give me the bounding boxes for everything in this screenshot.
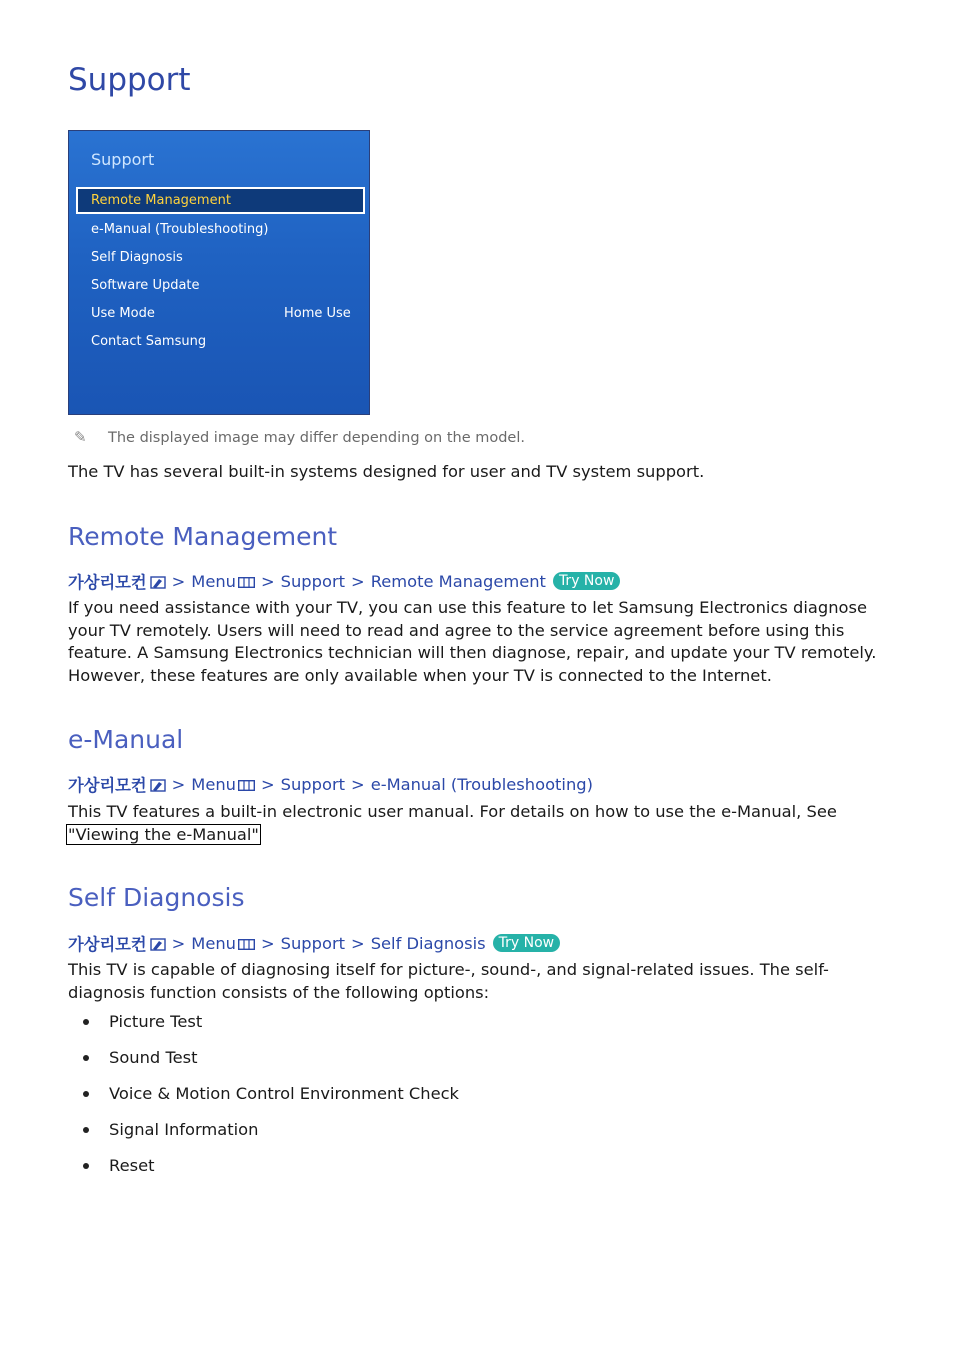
emanual-paragraph — [68, 801, 898, 846]
breadcrumb-support[interactable]: Support — [280, 933, 346, 953]
remote-icon — [150, 938, 166, 951]
option-label: Voice & Motion Control Environment Check — [109, 1084, 459, 1103]
bullet-icon — [83, 1055, 89, 1061]
tv-menu-item-label: Contact Samsung — [91, 334, 207, 349]
tv-support-menu-screenshot — [68, 130, 370, 415]
intro-paragraph: The TV has several built-in systems designed for user and TV system support. — [68, 462, 705, 481]
breadcrumb-menu[interactable]: Menu — [191, 933, 236, 953]
menu-icon — [238, 780, 255, 791]
chevron-right-icon: > — [261, 571, 275, 591]
chevron-right-icon: > — [351, 774, 365, 794]
bullet-icon — [83, 1091, 89, 1097]
section-title-emanual: e-Manual — [68, 725, 184, 754]
tv-menu-item-use-mode — [76, 300, 365, 327]
bullet-icon — [83, 1127, 89, 1133]
option-label: Picture Test — [109, 1012, 203, 1031]
page-title: Support — [68, 62, 191, 98]
viewing-emanual-link[interactable]: "Viewing the e-Manual" — [68, 824, 259, 844]
breadcrumb-remote[interactable]: 가상리모컨 — [68, 935, 147, 954]
chevron-right-icon: > — [261, 774, 275, 794]
tv-menu-item-label: e-Manual (Troubleshooting) — [91, 222, 269, 237]
option-label: Sound Test — [109, 1048, 198, 1067]
tv-menu-item-contact-samsung — [76, 328, 365, 355]
breadcrumb-support[interactable]: Support — [280, 571, 346, 591]
breadcrumb-menu[interactable]: Menu — [191, 774, 236, 794]
list-item — [80, 1155, 459, 1191]
chevron-right-icon: > — [171, 571, 186, 591]
breadcrumb-support[interactable]: Support — [280, 774, 346, 794]
note-text: The displayed image may differ depending on the model. — [108, 430, 525, 446]
option-label: Reset — [109, 1156, 155, 1175]
bullet-icon — [83, 1019, 89, 1025]
menu-icon — [238, 939, 255, 950]
breadcrumb — [68, 931, 560, 955]
tv-menu-item-label: Self Diagnosis — [91, 250, 183, 265]
breadcrumb-remote[interactable]: 가상리모컨 — [68, 573, 147, 592]
list-item — [80, 1083, 459, 1119]
image-note — [74, 428, 525, 446]
breadcrumb — [68, 772, 593, 796]
tv-menu-item-value: Home Use — [284, 306, 351, 321]
try-now-button[interactable]: Try Now — [553, 572, 620, 590]
section-title-self-diagnosis: Self Diagnosis — [68, 883, 245, 912]
breadcrumb-current[interactable]: e-Manual (Troubleshooting) — [370, 774, 593, 794]
tv-menu-item-label: Use Mode — [91, 306, 155, 321]
tv-menu-item-remote-management — [76, 187, 365, 214]
remote-icon — [150, 779, 166, 792]
tv-menu-item-self-diagnosis — [76, 244, 365, 271]
tv-menu-item-label: Software Update — [91, 278, 200, 293]
tv-menu-item-emanual — [76, 216, 365, 243]
section-title-remote-management: Remote Management — [68, 522, 338, 551]
breadcrumb — [68, 569, 620, 593]
menu-icon — [238, 577, 255, 588]
tv-menu-item-software-update — [76, 272, 365, 299]
chevron-right-icon: > — [171, 774, 186, 794]
breadcrumb-menu[interactable]: Menu — [191, 571, 236, 591]
remote-management-paragraph: If you need assistance with your TV, you can use this feature to let Samsung Electronics diagnose your TV remotely. Users will need to read and agree to the service agreement before using this feature. A Samsung Electronics technician will then diagnose, repair, and update your TV remotely. However, these features are only available when your TV is connected to the Internet. — [68, 598, 877, 686]
self-diagnosis-options — [80, 1011, 459, 1191]
list-item — [80, 1119, 459, 1155]
list-item — [80, 1011, 459, 1047]
breadcrumb-current[interactable]: Remote Management — [370, 571, 546, 591]
chevron-right-icon: > — [351, 571, 365, 591]
chevron-right-icon: > — [171, 933, 186, 953]
pencil-icon: ✎ — [74, 428, 87, 446]
try-now-button[interactable]: Try Now — [493, 934, 560, 952]
bullet-icon — [83, 1163, 89, 1169]
list-item — [80, 1047, 459, 1083]
self-diagnosis-paragraph: This TV is capable of diagnosing itself for picture-, sound-, and signal-related issues. The self-diagnosis function consists of the following options: — [68, 960, 829, 1002]
breadcrumb-current[interactable]: Self Diagnosis — [370, 933, 486, 953]
remote-icon — [150, 576, 166, 589]
chevron-right-icon: > — [261, 933, 275, 953]
chevron-right-icon: > — [351, 933, 365, 953]
emanual-body-text: This TV features a built-in electronic user manual. For details on how to use the e-Manual, See — [68, 802, 837, 821]
option-label: Signal Information — [109, 1120, 259, 1139]
breadcrumb-remote[interactable]: 가상리모컨 — [68, 776, 147, 795]
tv-menu-title: Support — [91, 150, 155, 169]
tv-menu-item-label: Remote Management — [91, 193, 231, 208]
